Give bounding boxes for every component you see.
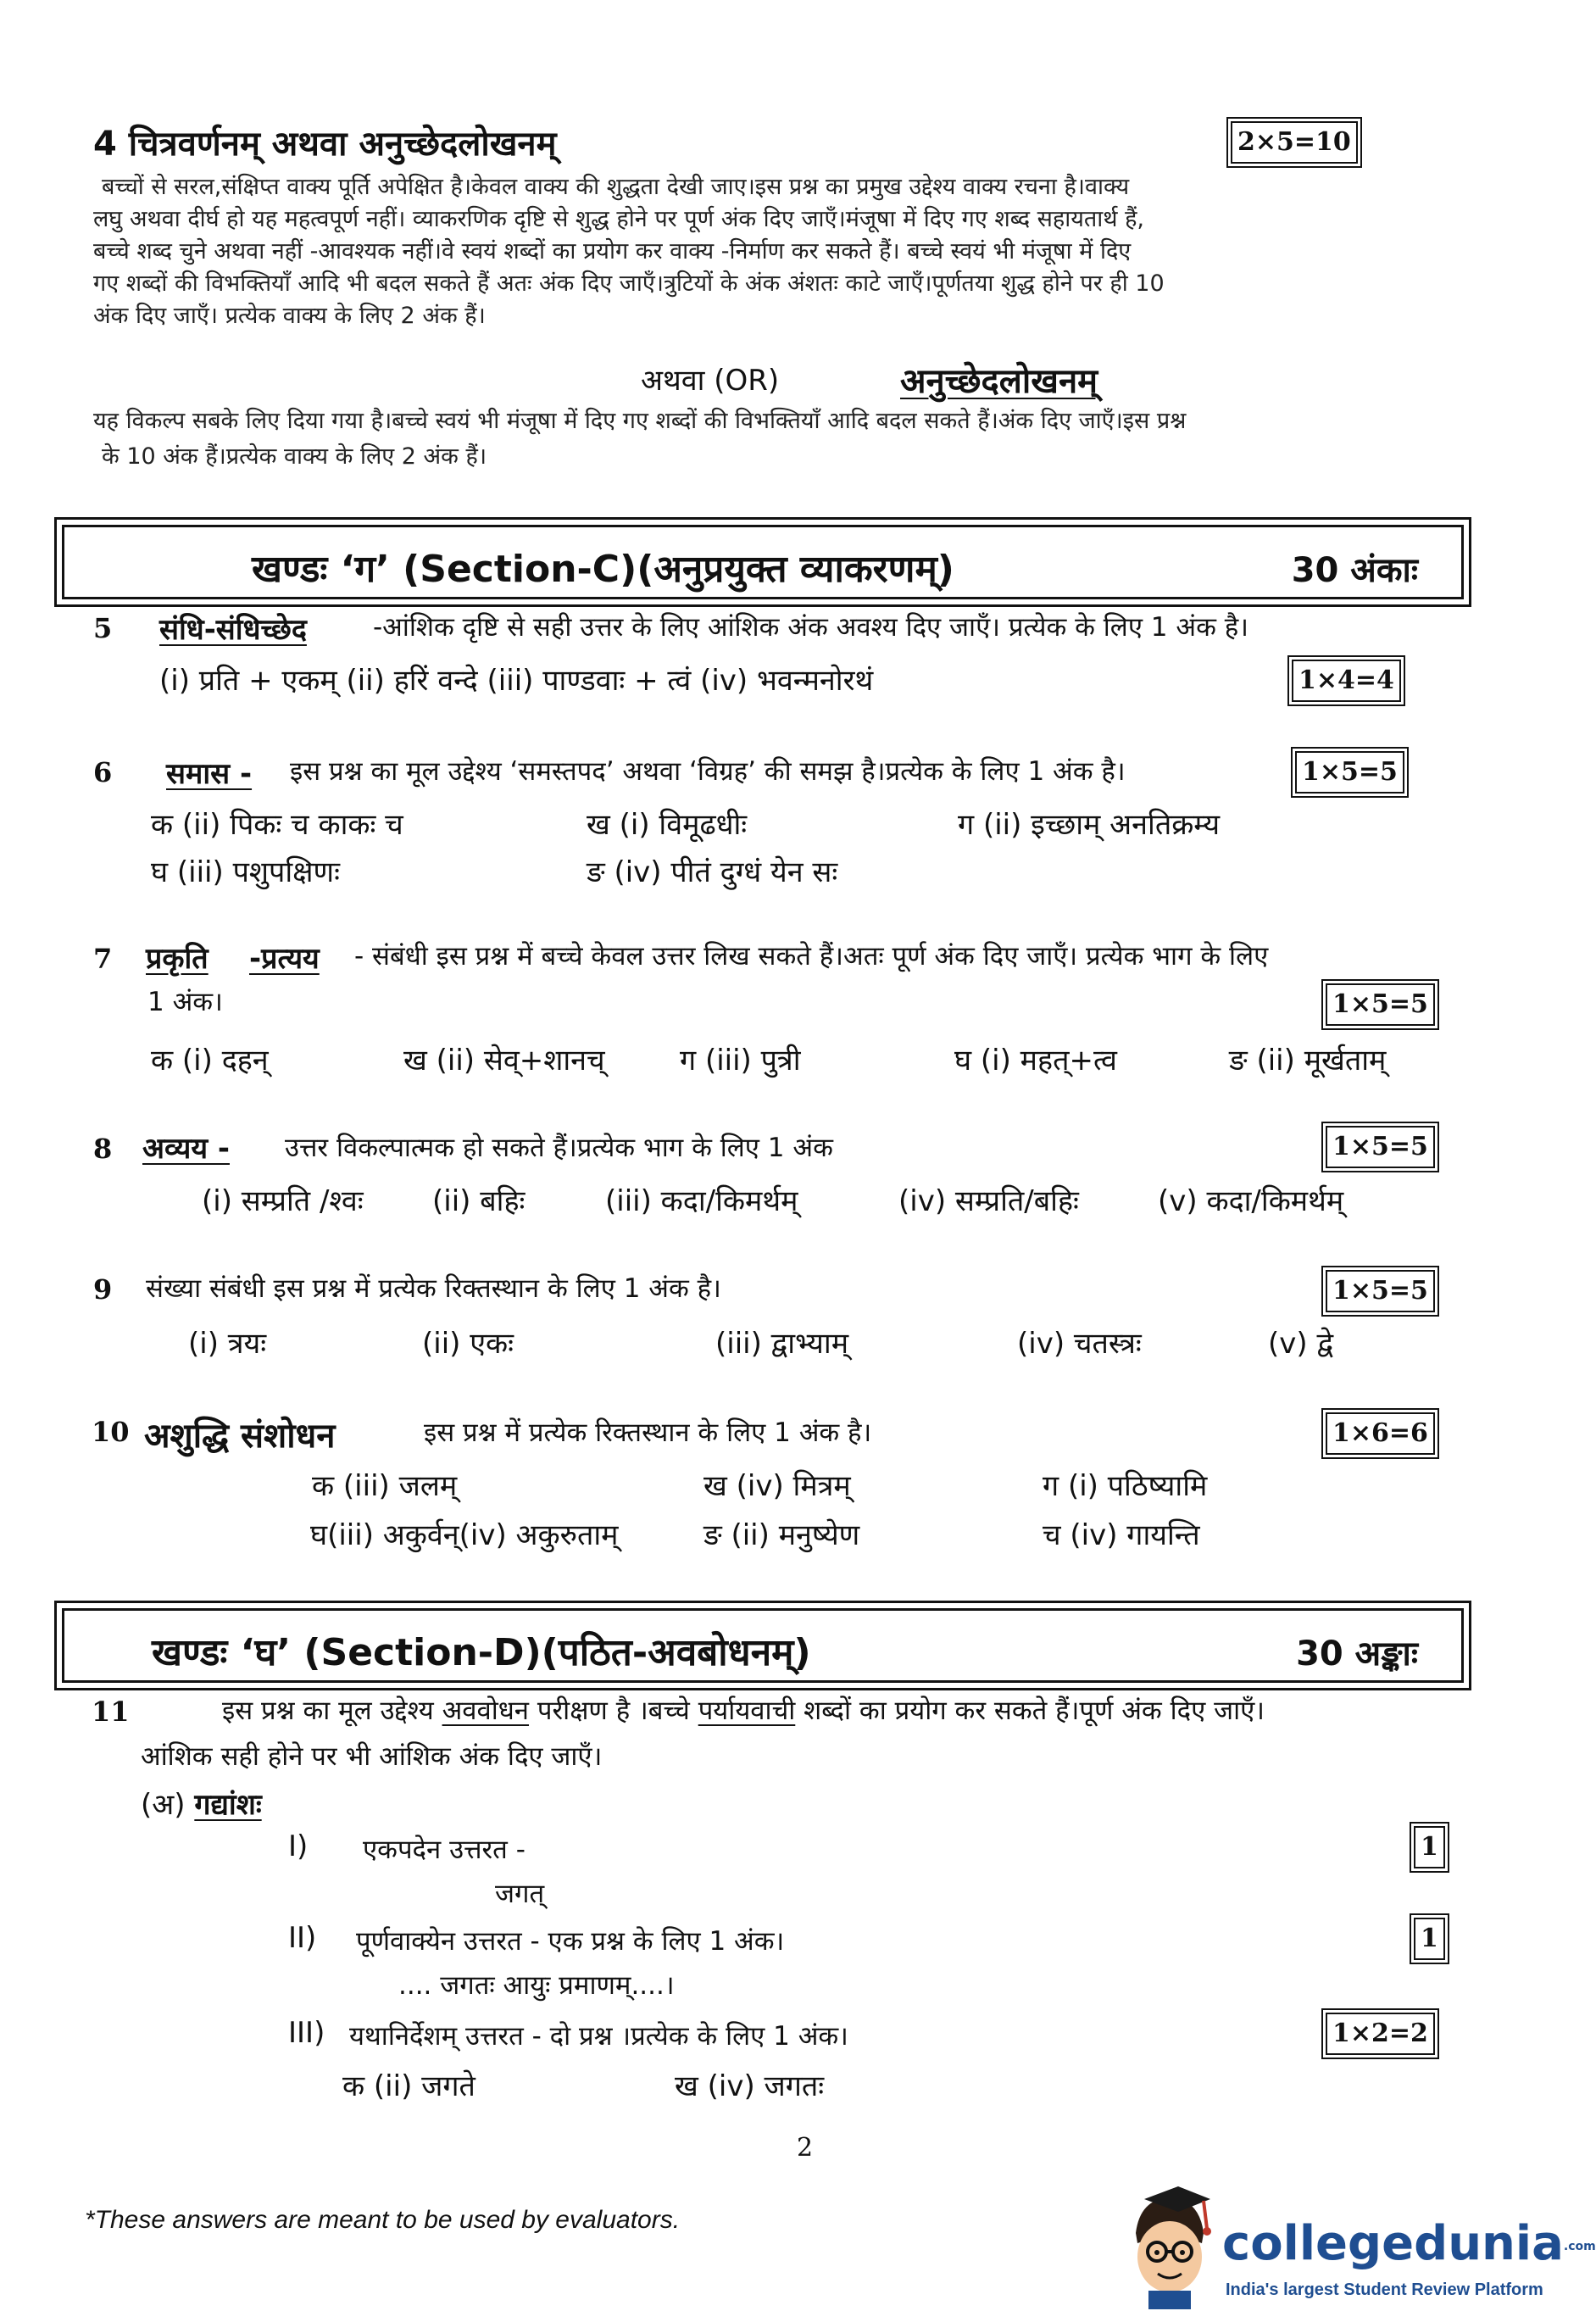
q4-marks: 2×5=10: [1231, 121, 1358, 164]
section-d-banner: [54, 1601, 1471, 1690]
q6-text: इस प्रश्न का मूल उद्देश्य ‘समस्तपद’ अथवा ‘विग्रह’ की समझ है।प्रत्येक के लिए 1 अंक है।: [290, 756, 1126, 787]
section-c-banner: [54, 517, 1471, 607]
q8-answer-5: (v) कदा/किमर्थम्: [1158, 1184, 1344, 1218]
q11-part-3-text: यथानिर्देशम् उत्तरत - दो प्रश्न ।प्रत्येक के लिए 1 अंक।: [349, 2021, 848, 2052]
q4-line-5: अंक दिए जाएँ। प्रत्येक वाक्य के लिए 2 अंक हैं।: [93, 303, 486, 329]
q4-or-line-2: के 10 अंक हैं।प्रत्येक वाक्य के लिए 2 अंक हैं।: [102, 443, 487, 470]
q11-intro-part-3: शब्दों का प्रयोग कर सकते हैं।पूर्ण अंक दिए जाएँ।: [804, 1696, 1265, 1726]
q6-title: समास -: [166, 757, 253, 791]
q11-part-2-answer: .... जगतः आयुः प्रमाणम्....।: [398, 1970, 675, 2001]
q5-text: -आंशिक दृष्टि से सही उत्तर के लिए आंशिक अंक अवश्य दिए जाएँ। प्रत्येक के लिए 1 अंक है।: [373, 612, 1248, 643]
q11-part-1-answer: जगत्: [495, 1879, 545, 1909]
q7-text-2: 1 अंक।: [147, 987, 223, 1017]
q10-marks: 1×6=6: [1326, 1412, 1435, 1455]
q9-answer-4: (iv) चतस्त्रः: [1017, 1327, 1142, 1361]
page-number: 2: [797, 2133, 814, 2163]
q9-number: 9: [93, 1273, 113, 1306]
logo-name-text: collegedunia: [1222, 2216, 1564, 2271]
q5-marks: 1×4=4: [1292, 660, 1401, 702]
q4-or-label: अथवा (OR): [641, 364, 780, 398]
q7-text: - संबंधी इस प्रश्न में बच्चे केवल उत्तर लिख सकते हैं।अतः पूर्ण अंक दिए जाएँ। प्रत्येक भाग के लिए: [354, 941, 1269, 972]
q7-answer-4: घ (i) महत्+त्व: [954, 1044, 1117, 1078]
q10-answer-6: च (iv) गायन्ति: [1043, 1518, 1200, 1552]
q7-title-2: -प्रत्यय: [249, 942, 320, 976]
q11-intro: [222, 1692, 1265, 1728]
q7-answer-5: ङ (ii) मूर्खताम्: [1229, 1044, 1387, 1078]
q11-part-2-marks: 1: [1414, 1918, 1445, 1960]
q8-answer-2: (ii) बहिः: [432, 1184, 526, 1218]
q8-answer-1: (i) सम्प्रति /श्वः: [202, 1184, 364, 1218]
q6-answer-4: घ (iii) पशुपक्षिणः: [151, 855, 340, 889]
q10-answer-5: ङ (ii) मनुष्येण: [703, 1518, 860, 1552]
q11-part-3-answer-2: ख (iv) जगतः: [675, 2069, 825, 2103]
q11-intro-part-1: इस प्रश्न का मूल उद्देश्य: [222, 1696, 434, 1726]
mascot-icon: [1119, 2182, 1221, 2309]
q7-answer-2: ख (ii) सेव्+शानच्: [403, 1044, 605, 1078]
q8-answer-3: (iii) कदा/किमर्थम्: [605, 1184, 798, 1218]
q7-answer-3: ग (iii) पुत्री: [680, 1044, 801, 1078]
q9-answer-1: (i) त्रयः: [188, 1327, 267, 1361]
q7-number: 7: [93, 943, 113, 975]
q4-or-title: अनुच्छेदलोखनम्: [900, 362, 1098, 401]
q8-title: अव्यय -: [142, 1132, 230, 1166]
q11-part-3-label: III): [288, 2016, 325, 2050]
q11-part-2-label: II): [288, 1921, 317, 1955]
footer-note: *These answers are meant to be used by evaluators.: [85, 2206, 681, 2234]
section-c-title: खण्डः ‘ग’ (Section-C)(अनुप्रयुक्त व्याकरणम्): [252, 548, 954, 591]
q4-title: 4 चित्रवर्णनम् अथवा अनुच्छेदलोखनम्: [93, 125, 557, 164]
q11-intro-term-2: पर्यायवाची: [698, 1696, 796, 1726]
q11-part-3-answer-1: क (ii) जगते: [342, 2069, 475, 2103]
q10-text: इस प्रश्न में प्रत्येक रिक्तस्थान के लिए 1 अंक है।: [424, 1417, 872, 1448]
section-d-title: खण्डः ‘घ’ (Section-D)(पठित-अवबोधनम्): [152, 1631, 811, 1674]
q4-line-1: बच्चों से सरल,संक्षिप्त वाक्य पूर्ति अपेक्षित है।केवल वाक्य की शुद्धता देखी जाए।इस प्रश्न का प्रमुख उद्देश्य वाक्य रचना है।वाक्य: [102, 174, 1130, 200]
q9-answer-3: (iii) द्वाभ्याम्: [715, 1327, 849, 1361]
q7-marks: 1×5=5: [1326, 983, 1435, 1026]
q6-answer-1: क (ii) पिकः च काकः च: [151, 808, 403, 842]
logo-tagline: India's largest Student Review Platform: [1226, 2280, 1543, 2299]
q9-answer-5: (v) द्वे: [1268, 1327, 1334, 1361]
q11-intro-term-1: अववोधन: [442, 1696, 530, 1726]
q11-intro-part-2: परीक्षण है ।बच्चे: [537, 1696, 690, 1726]
q5-number: 5: [93, 612, 113, 644]
q4-line-3: बच्चे शब्द चुने अथवा नहीं -आवश्यक नहीं।वे स्वयं शब्दों का प्रयोग कर वाक्य -निर्माण कर सकते हैं। बच्चे स्वयं भी मंजूषा में दिए: [93, 238, 1132, 265]
q9-answer-2: (ii) एकः: [422, 1327, 514, 1361]
q11-part-2-text: पूर्णवाक्येन उत्तरत - एक प्रश्न के लिए 1 अंक।: [356, 1926, 785, 1957]
q10-answer-3: ग (i) पठिष्यामि: [1043, 1469, 1208, 1503]
q8-answer-4: (iv) सम्प्रति/बहिः: [898, 1184, 1079, 1218]
q6-answer-5: ङ (iv) पीतं दुग्धं येन सः: [587, 855, 838, 889]
q8-text: उत्तर विकल्पात्मक हो सकते हैं।प्रत्येक भाग के लिए 1 अंक: [285, 1133, 833, 1163]
collegedunia-logo[interactable]: [1119, 2182, 1596, 2309]
q7-answer-1: क (i) दहन्: [151, 1044, 269, 1078]
q6-number: 6: [93, 756, 113, 788]
q10-answer-1: क (iii) जलम्: [312, 1469, 458, 1503]
q6-marks: 1×5=5: [1295, 751, 1404, 794]
q10-answer-4: घ(iii) अकुर्वन्(iv) अकुरुताम्: [310, 1518, 619, 1552]
q11-sub-a-title: गद्यांशः: [194, 1788, 262, 1822]
q11-intro-line-2: आंशिक सही होने पर भी आंशिक अंक दिए जाएँ।: [141, 1741, 603, 1772]
q5-title: संधि-संधिच्छेद: [159, 613, 307, 647]
q8-marks: 1×5=5: [1326, 1126, 1435, 1168]
q11-part-1-marks: 1: [1414, 1826, 1445, 1868]
q9-marks: 1×5=5: [1326, 1270, 1435, 1312]
section-c-marks: 30 अंकाः: [1291, 551, 1418, 590]
q4-or-line-1: यह विकल्प सबके लिए दिया गया है।बच्चे स्वयं भी मंजूषा में दिए गए शब्दों की विभक्तियाँ आदि बदल सकते हैं।अंक दिए जाएँ।इस प्रश्न: [93, 408, 1187, 434]
q6-answer-3: ग (ii) इच्छाम् अनतिक्रम्य: [958, 808, 1221, 842]
q8-number: 8: [93, 1133, 113, 1165]
q7-title-1: प्रकृति: [146, 942, 209, 976]
q11-sub-a: [141, 1784, 262, 1823]
q11-part-1-text: एकपदेन उत्तरत -: [363, 1835, 526, 1865]
q11-part-3-marks: 1×2=2: [1326, 2013, 1435, 2055]
q10-title: अशुद्धि संशोधन: [144, 1417, 336, 1456]
q10-number: 10: [92, 1416, 130, 1448]
q4-line-4: गए शब्दों की विभक्तियाँ आदि भी बदल सकते हैं अतः अंक दिए जाएँ।त्रुटियों के अंक अंशतः काटे जाएँ।पूर्णतया शुद्ध होने पर ही 10: [93, 270, 1165, 297]
q11-number: 11: [92, 1696, 130, 1728]
logo-name: [1222, 2216, 1596, 2271]
q11-part-1-label: I): [288, 1829, 309, 1863]
logo-name-suffix: .com: [1563, 2239, 1596, 2253]
section-d-marks: 30 अङ्काः: [1296, 1634, 1418, 1673]
q9-text: संख्या संबंधी इस प्रश्न में प्रत्येक रिक्तस्थान के लिए 1 अंक है।: [146, 1273, 721, 1304]
q4-line-2: लघु अथवा दीर्घ हो यह महत्वपूर्ण नहीं। व्याकरणिक दृष्टि से शुद्ध होने पर पूर्ण अंक दिए जाएँ।मंजूषा में दिए गए शब्द सहायतार्थ हैं,: [93, 206, 1145, 232]
q11-sub-a-prefix: (अ): [141, 1788, 186, 1822]
q6-answer-2: ख (i) विमूढधीः: [587, 808, 748, 842]
q10-answer-2: ख (iv) मित्रम्: [703, 1469, 851, 1503]
q5-answers: (i) प्रति + एकम् (ii) हरिं वन्दे (iii) पाण्डवाः + त्वं (iv) भवन्मनोरथं: [159, 664, 874, 698]
